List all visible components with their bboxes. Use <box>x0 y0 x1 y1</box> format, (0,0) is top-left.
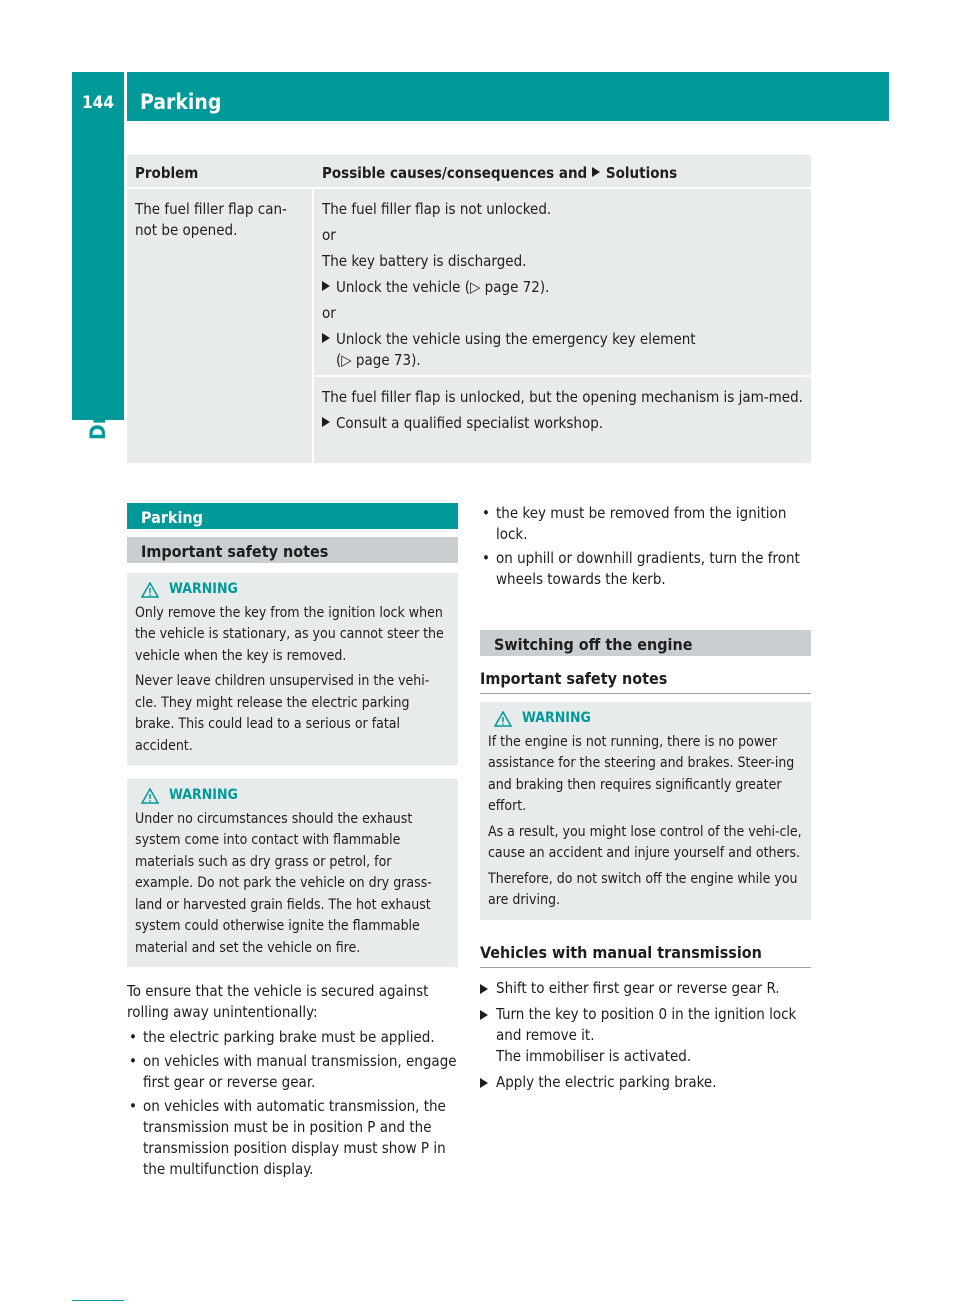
solutions-cell <box>314 189 811 463</box>
table-header-row <box>127 155 811 189</box>
list-item: • the electric parking brake must be applied. <box>127 1027 458 1048</box>
arrow-icon <box>592 167 600 177</box>
warning-box: WARNING If the engine is not running, there is no power assistance for the steering and brakes. Steer-ing and braking then requires significantly greater effort. As a result, you might lose control of the vehi-cle, cause an accident and injure yourself and others. Therefore, do not switch off the engine while you are driving. <box>480 702 811 920</box>
arrow-icon <box>480 984 488 994</box>
list-item: • on vehicles with automatic transmission, the transmission must be in position P and the transmission position display must show P in the multifunction display. <box>127 1096 458 1180</box>
table-header-solutions: Possible causes/consequences and Solutions <box>322 164 678 182</box>
right-column <box>480 503 811 1093</box>
arrow-icon <box>322 281 330 291</box>
step-unlock: Unlock the vehicle (▷ page 72). <box>322 277 803 298</box>
table-row <box>127 189 811 463</box>
problem-cell: The fuel filler flap can-not be opened. <box>127 189 314 463</box>
left-column <box>127 503 458 1180</box>
arrow-icon <box>480 1078 488 1088</box>
list-item: Apply the electric parking brake. <box>480 1072 811 1093</box>
problem-table <box>127 155 811 463</box>
warning-triangle-icon <box>494 711 512 727</box>
warning-box: WARNING Only remove the key from the ignition lock when the vehicle is stationary, as you cannot steer the vehicle when the key is removed. Never leave children unsupervised in the vehi-cle. They might release the electric parking brake. This could lead to a serious or fatal accident. <box>127 573 458 765</box>
warning-triangle-icon <box>141 582 159 598</box>
arrow-icon <box>480 1010 488 1020</box>
subsection-heading: Switching off the engine <box>480 630 811 656</box>
heading-safety-notes: Important safety notes <box>480 668 811 694</box>
table-header-problem: Problem <box>135 164 199 182</box>
header-separator <box>124 72 127 121</box>
cause-block-2: The fuel filler flap is unlocked, but the opening mechanism is jam-med. Consult a qualified specialist workshop. <box>314 375 811 463</box>
arrow-icon <box>322 333 330 343</box>
page-number: 144 <box>82 93 114 113</box>
list-item: • on uphill or downhill gradients, turn the front wheels towards the kerb. <box>480 548 811 590</box>
warning-box: WARNING Under no circumstances should the exhaust system come into contact with flammable materials such as dry grass or petrol, for example. Do not park the vehicle on dry grass-land or harvested grain fields. The hot exhaust system could otherwise ignite the flammable material and set the vehicle on fire. <box>127 779 458 967</box>
section-heading: Parking <box>127 503 458 529</box>
side-tab-spacer <box>72 420 124 1300</box>
list-item: Turn the key to position 0 in the ignition lock and remove it. The immobiliser is activated. <box>480 1004 811 1067</box>
step-emergency-key: Unlock the vehicle using the emergency key element (▷ page 73). <box>322 329 803 371</box>
page-title: Parking <box>140 90 222 114</box>
list-item: • the key must be removed from the ignition lock. <box>480 503 811 545</box>
warning-triangle-icon <box>141 788 159 804</box>
list-item: • on vehicles with manual transmission, engage first gear or reverse gear. <box>127 1051 458 1093</box>
step-consult: Consult a qualified specialist workshop. <box>322 413 803 434</box>
heading-manual-transmission: Vehicles with manual transmission <box>480 942 811 968</box>
list-item: Shift to either first gear or reverse gear R. <box>480 978 811 999</box>
cause-block-1: The fuel filler flap is not unlocked. or The key battery is discharged. Unlock the vehicle (▷ page 72). or Unlock the vehicle using the emergency key element (▷ page 73). <box>314 189 811 375</box>
intro-text: To ensure that the vehicle is secured against rolling away unintentionally: <box>127 982 429 1021</box>
arrow-icon <box>322 417 330 427</box>
subsection-heading: Important safety notes <box>127 537 458 563</box>
